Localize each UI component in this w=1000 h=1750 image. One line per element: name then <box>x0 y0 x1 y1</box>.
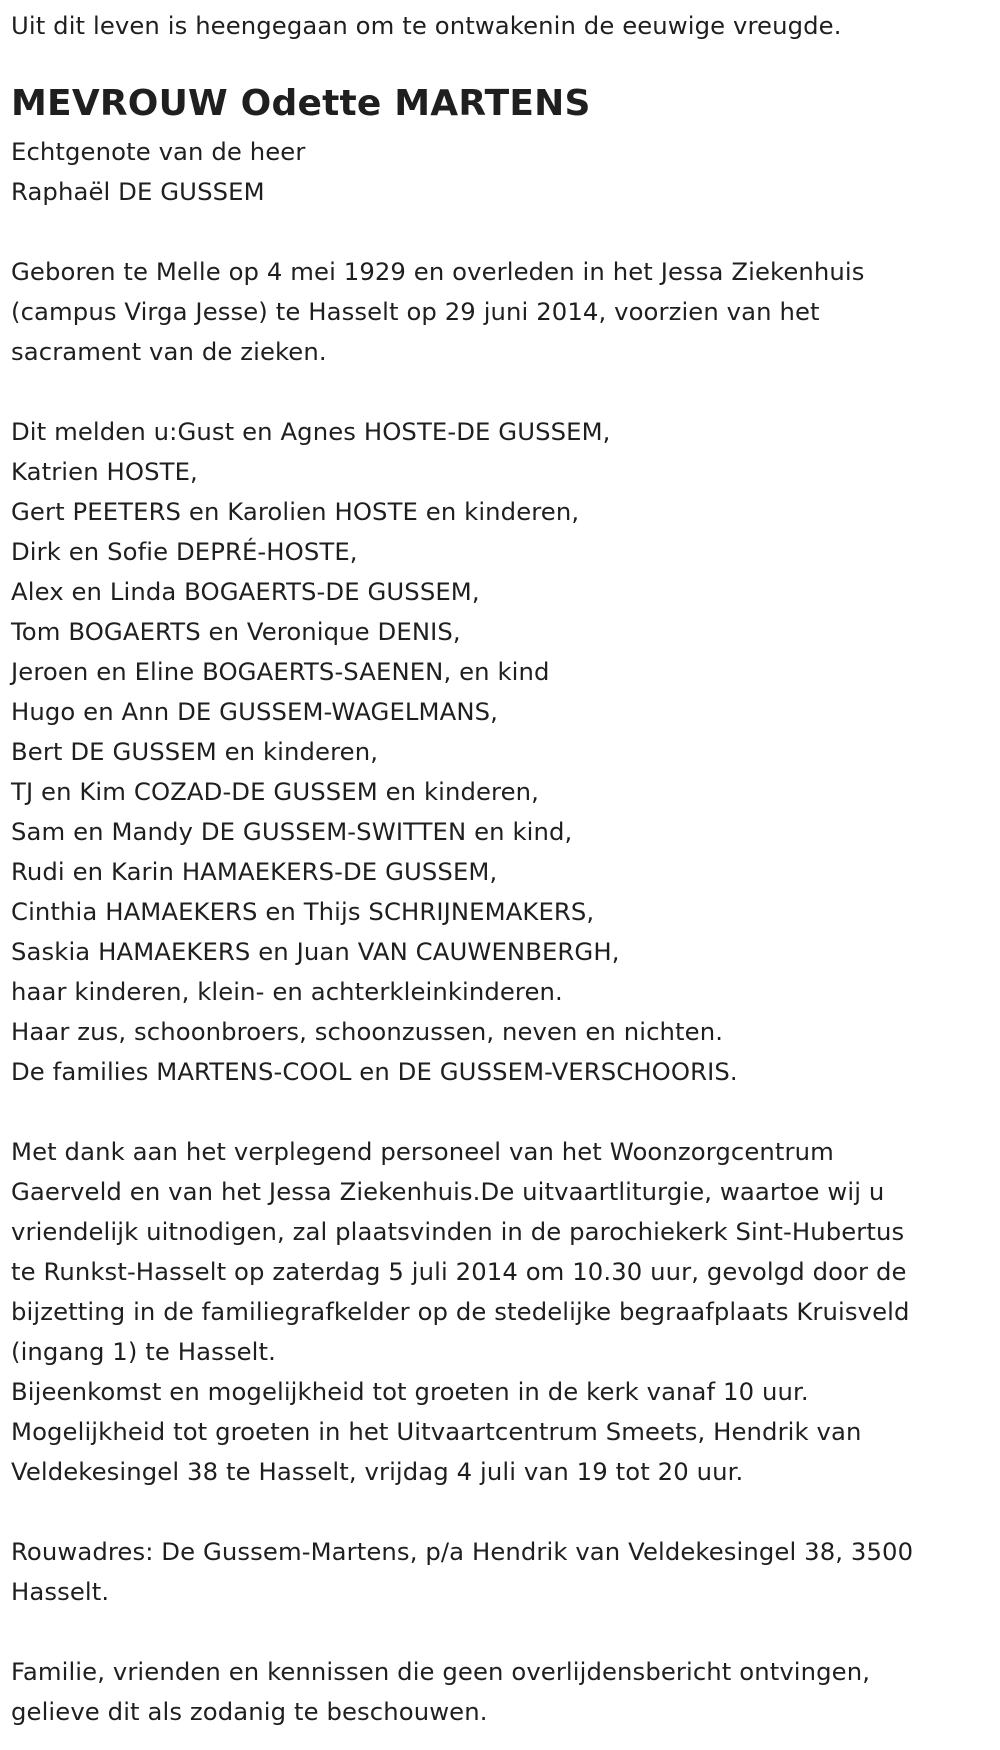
announcer-line: Dirk en Sofie DEPRÉ-HOSTE, <box>11 537 358 566</box>
paragraph-line: sacrament van de zieken. <box>11 337 327 366</box>
paragraph-line: Veldekesingel 38 te Hasselt, vrijdag 4 juli van 19 tot 20 uur. <box>11 1457 744 1486</box>
announcer-line: Rudi en Karin HAMAEKERS-DE GUSSEM, <box>11 857 498 886</box>
paragraph-line: vriendelijk uitnodigen, zal plaatsvinden in de parochiekerk Sint-Hubertus <box>11 1217 905 1246</box>
spouse-line: Raphaël DE GUSSEM <box>11 177 265 206</box>
announcer-line: Saskia HAMAEKERS en Juan VAN CAUWENBERGH, <box>11 937 620 966</box>
paragraph-gap <box>11 212 988 252</box>
closing-paragraph <box>11 1652 988 1732</box>
paragraph-line: Familie, vrienden en kennissen die geen overlijdensbericht ontvingen, <box>11 1657 871 1686</box>
intro-text: Uit dit leven is heengegaan om te ontwakenin de eeuwige vreugde. <box>11 11 842 40</box>
announcer-line: Sam en Mandy DE GUSSEM-SWITTEN en kind, <box>11 817 573 846</box>
announcer-line: De families MARTENS-COOL en DE GUSSEM-VERSCHOORIS. <box>11 1057 738 1086</box>
address-paragraph <box>11 1532 988 1612</box>
paragraph-line: (ingang 1) te Hasselt. <box>11 1337 276 1366</box>
ceremony-paragraph <box>11 1132 988 1492</box>
paragraph-line: Gaerveld en van het Jessa Ziekenhuis.De uitvaartliturgie, waartoe wij u <box>11 1177 885 1206</box>
paragraph-gap <box>11 372 988 412</box>
paragraph-line: Bijeenkomst en mogelijkheid tot groeten in de kerk vanaf 10 uur. <box>11 1377 809 1406</box>
paragraph-line: Met dank aan het verplegend personeel van het Woonzorgcentrum <box>11 1137 834 1166</box>
paragraph-line: Mogelijkheid tot groeten in het Uitvaartcentrum Smeets, Hendrik van <box>11 1417 862 1446</box>
announcer-line: Tom BOGAERTS en Veronique DENIS, <box>11 617 461 646</box>
announcer-line: Dit melden u:Gust en Agnes HOSTE-DE GUSSEM, <box>11 417 611 446</box>
announcer-line: Alex en Linda BOGAERTS-DE GUSSEM, <box>11 577 480 606</box>
spouse-section <box>11 132 988 212</box>
paragraph-line: Geboren te Melle op 4 mei 1929 en overleden in het Jessa Ziekenhuis <box>11 257 865 286</box>
announcer-line: Cinthia HAMAEKERS en Thijs SCHRIJNEMAKERS, <box>11 897 595 926</box>
paragraph-line: Rouwadres: De Gussem-Martens, p/a Hendrik van Veldekesingel 38, 3500 <box>11 1537 914 1566</box>
paragraph-line: gelieve dit als zodanig te beschouwen. <box>11 1697 488 1726</box>
announcer-line: TJ en Kim COZAD-DE GUSSEM en kinderen, <box>11 777 539 806</box>
announcer-line: Haar zus, schoonbroers, schoonzussen, neven en nichten. <box>11 1017 724 1046</box>
spouse-line: Echtgenote van de heer <box>11 137 306 166</box>
announcer-line: Katrien HOSTE, <box>11 457 198 486</box>
deceased-name: MEVROUW Odette MARTENS <box>11 83 591 124</box>
paragraph-gap <box>11 1492 988 1532</box>
announcer-line: Jeroen en Eline BOGAERTS-SAENEN, en kind <box>11 657 550 686</box>
announcers-list <box>11 412 988 1092</box>
announcer-line: Gert PEETERS en Karolien HOSTE en kinderen, <box>11 497 580 526</box>
announcer-line: haar kinderen, klein- en achterkleinkinderen. <box>11 977 563 1006</box>
paragraph-gap <box>11 1612 988 1652</box>
birth-death-paragraph <box>11 252 988 372</box>
paragraph-line: bijzetting in de familiegrafkelder op de stedelijke begraafplaats Kruisveld <box>11 1297 910 1326</box>
paragraph-line: te Runkst-Hasselt op zaterdag 5 juli 2014 om 10.30 uur, gevolgd door de <box>11 1257 907 1286</box>
announcer-line: Hugo en Ann DE GUSSEM-WAGELMANS, <box>11 697 498 726</box>
paragraph-gap <box>11 1092 988 1132</box>
announcer-line: Bert DE GUSSEM en kinderen, <box>11 737 379 766</box>
paragraph-line: Hasselt. <box>11 1577 110 1606</box>
paragraph-line: (campus Virga Jesse) te Hasselt op 29 juni 2014, voorzien van het <box>11 297 820 326</box>
